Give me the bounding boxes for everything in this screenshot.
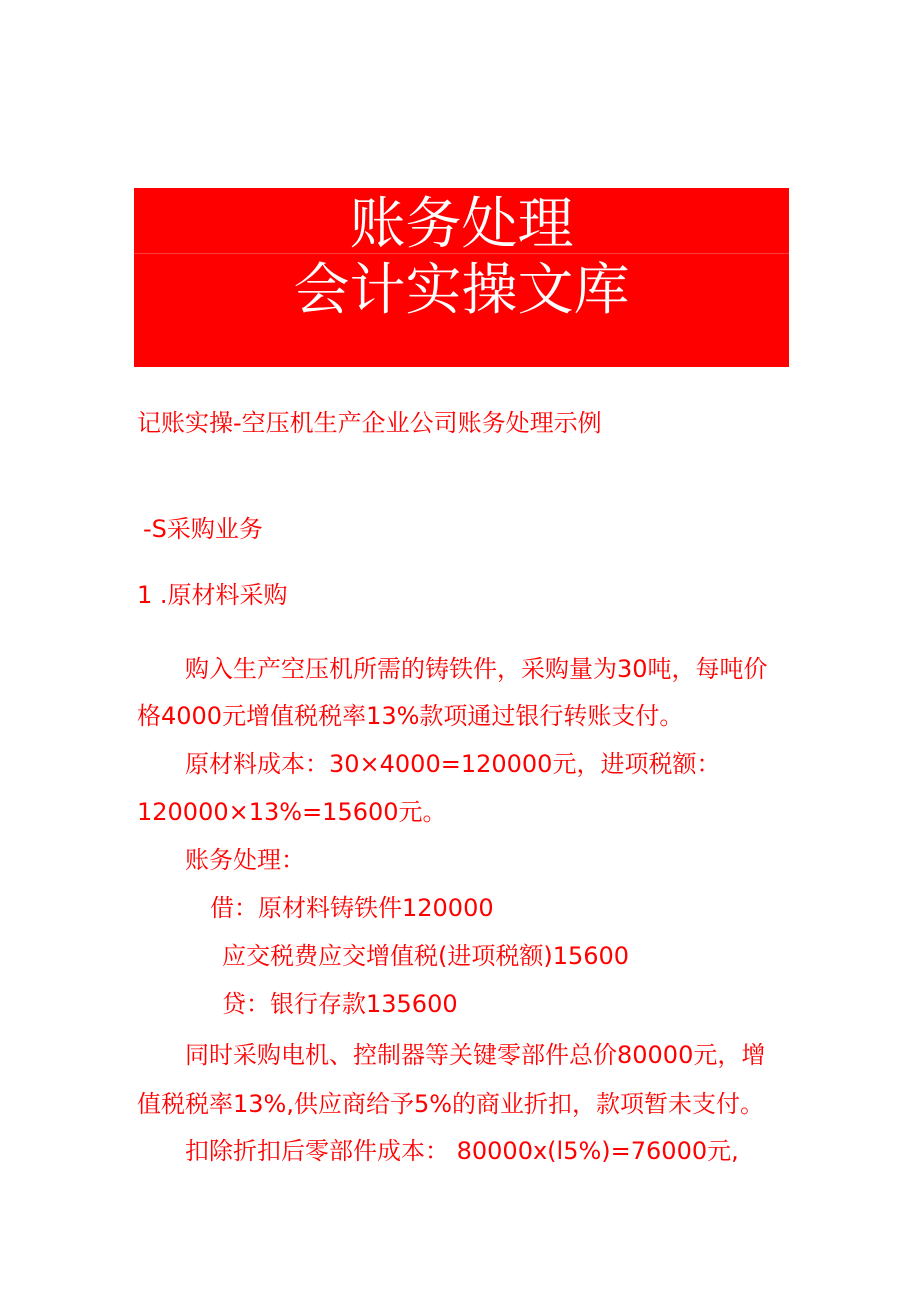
banner-line-2: 会计实操文库: [293, 258, 630, 323]
accounting-label: 账务处理：: [185, 846, 305, 874]
debit-entry-1: 借：原材料铸铁件120000: [210, 894, 494, 922]
paragraph-2-line-1: 同时采购电机、控制器等关键零部件总价80000元，增: [185, 1041, 766, 1069]
cost-line-1: 原材料成本：30×4000=120000元，进项税额：: [185, 750, 721, 778]
paragraph-1-line-2: 格4000元增值税税率13%款项通过银行转账支付。: [137, 702, 684, 730]
cost-line-2: 120000×13%=15600元。: [137, 798, 447, 826]
credit-entry-1: 贷：银行存款135600: [222, 990, 458, 1018]
subsection-heading: 1 .原材料采购: [137, 581, 288, 609]
paragraph-2-line-2: 值税税率13%,供应商给予5%的商业折扣，款项暂未支付。: [137, 1090, 765, 1118]
document-title: 记账实操-空压机生产企业公司账务处理示例: [137, 409, 602, 437]
debit-entry-2: 应交税费应交增值税(进项税额)15600: [222, 942, 630, 970]
banner-line-1: 账务处理: [349, 192, 574, 257]
discount-line: 扣除折扣后零部件成本： 80000x(l5%)=76000元,: [185, 1137, 739, 1165]
section-heading: -S采购业务: [143, 515, 263, 543]
paragraph-1-line-1: 购入生产空压机所需的铸铁件，采购量为30吨，每吨价: [185, 655, 768, 683]
